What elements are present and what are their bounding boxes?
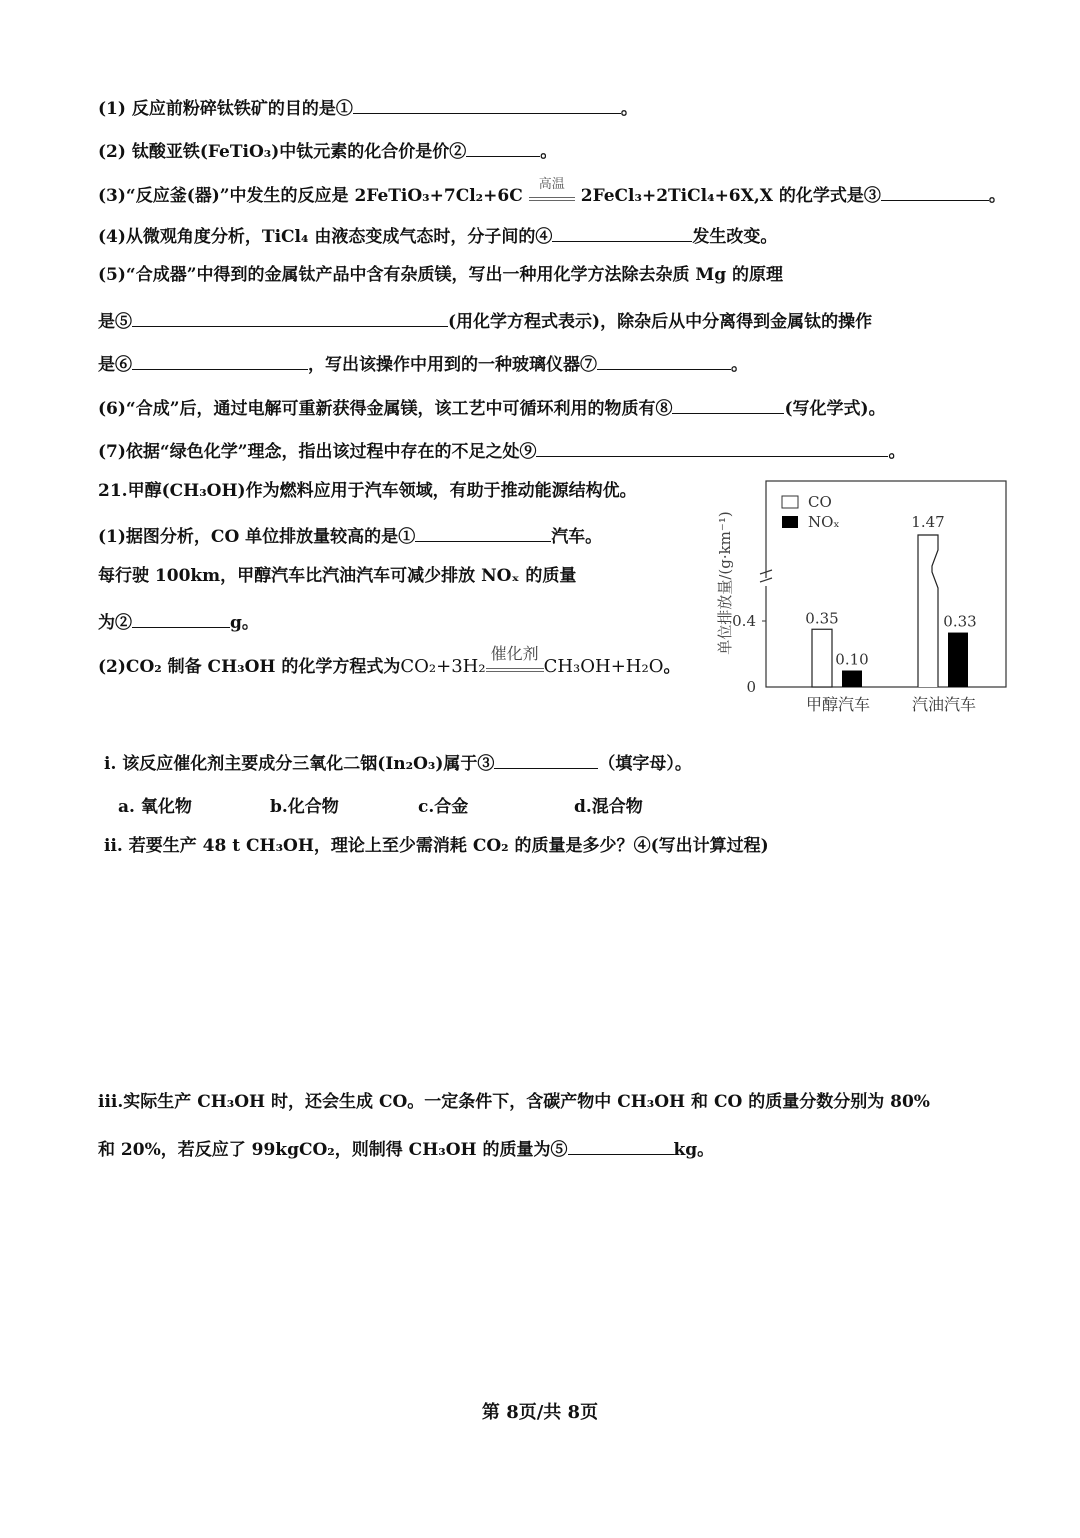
q5-line2-pre: 是 (98, 312, 115, 332)
q5-mark6: ⑥ (115, 355, 132, 375)
q4-mark: ④ (535, 227, 553, 247)
q5-line1 (98, 263, 783, 287)
q21-i-end: （填字母）。 (598, 754, 692, 774)
data-label-co-gasoline: 1.47 (911, 513, 945, 531)
q21-p1b-line: 每行驶 100km，甲醇汽车比汽油汽车可减少排放 NOₓ 的质量 (98, 566, 577, 586)
option-b: b.化合物 (270, 797, 339, 817)
q21-i-answer-blank[interactable] (494, 748, 598, 769)
q1-text: (1) 反应前粉碎钛铁矿的目的是 (98, 99, 336, 119)
q5-line2 (98, 306, 872, 334)
q21-ii-line (104, 834, 769, 858)
q4-text: (4)从微观角度分析，TiCl₄ 由液态变成气态时，分子间的 (98, 227, 536, 247)
q7-end: 。 (888, 442, 906, 462)
bar-co-gasoline (918, 535, 938, 687)
bar-co-methanol (812, 629, 832, 687)
q21-p2-line (98, 644, 681, 679)
option-a: a. 氧化物 (118, 797, 192, 817)
q5-line1-text: (5)“合成器”中得到的金属钛产品中含有杂质镁，写出一种用化学方法除去杂质 Mg 的原理 (98, 265, 784, 285)
y-axis-label: 单位排放量/(g·km⁻¹) (716, 511, 734, 655)
q6-end: (写化学式)。 (784, 399, 886, 419)
q6-mark: ⑧ (655, 399, 673, 419)
x-label-methanol: 甲醇汽车 (805, 695, 871, 714)
q1-end: 。 (620, 99, 638, 119)
q3-pre: (3)“反应釜(器)”中发生的反应是 2FeTiO₃+7Cl₂+6C (98, 186, 523, 206)
emission-bar-chart (700, 478, 1010, 718)
q21-p2-end: 。 (663, 657, 681, 677)
q4-answer-blank[interactable] (552, 221, 692, 242)
q21-p2-condition-label: 催化剂 (490, 644, 539, 663)
q3-mark: ③ (863, 186, 881, 206)
q21-p1-end: 汽车。 (551, 527, 603, 547)
q2-end: 。 (540, 142, 558, 162)
page-footer: 第 8页/共 8页 (481, 1402, 599, 1423)
q7-mark: ⑨ (519, 442, 537, 462)
q5-mark5: ⑤ (115, 312, 132, 332)
q7-answer-blank[interactable] (536, 436, 888, 457)
q4-line (98, 221, 777, 249)
q3-condition-label: 高温 (538, 177, 565, 192)
q21-iii-line1: ⅲ.实际生产 CH₃OH 时，还会生成 CO。一定条件下，含碳产物中 CH₃OH 和 CO 的质量分数分别为 80% (98, 1092, 930, 1112)
q5-line3 (98, 349, 748, 377)
data-label-co-methanol: 0.35 (805, 609, 839, 628)
q5-line3-mid: ，写出该操作中用到的一种玻璃仪器 (308, 355, 580, 375)
q21-iii-end: kg。 (673, 1140, 715, 1160)
q21-p2-condition (486, 644, 544, 672)
bar-nox-gasoline (948, 633, 968, 687)
q21-iii-mark: ⑤ (550, 1140, 568, 1160)
q21-i-line (104, 748, 692, 776)
q5-operation-blank[interactable] (132, 349, 308, 370)
ytick-label-0: 0 (746, 678, 756, 696)
q1-answer-blank[interactable] (353, 93, 621, 114)
q21-p2-eq-right: CH₃OH+H₂O (543, 656, 664, 677)
q21-p1c-answer-blank[interactable] (132, 607, 230, 628)
q4-end: 发生改变。 (692, 227, 778, 247)
q3-equals-sign (529, 197, 575, 201)
q21-ii-text: ⅱ. 若要生产 48 t CH₃OH，理论上至少需消耗 CO₂ 的质量是多少？ (104, 836, 634, 856)
q21-p2-pre: (2)CO₂ 制备 CH₃OH 的化学方程式为 (98, 657, 401, 677)
legend-label-co: CO (808, 493, 832, 511)
q2-mark: ② (449, 142, 467, 162)
q6-text: (6)“合成”后，通过电解可重新获得金属镁，该工艺中可循环利用的物质有 (98, 399, 656, 419)
q2-line (98, 136, 557, 164)
q21-p2-eq-left: CO₂+3H₂ (400, 656, 486, 677)
x-label-gasoline: 汽油汽车 (911, 695, 977, 714)
q2-answer-blank[interactable] (466, 136, 540, 157)
data-label-nox-methanol: 0.10 (835, 650, 869, 669)
q1-mark: ① (335, 99, 353, 119)
q6-answer-blank[interactable] (672, 393, 784, 414)
q3-line (98, 177, 1006, 208)
q5-line3-end: 。 (731, 355, 748, 375)
q21-title: 21.甲醇(CH₃OH)作为燃料应用于汽车领域，有助于推动能源结构优。 (98, 481, 637, 501)
plot-frame (766, 481, 1006, 687)
q3-end: 。 (988, 186, 1006, 206)
legend-swatch-co (782, 496, 798, 508)
q21-i-text: ⅰ. 该反应催化剂主要成分三氧化二铟(In₂O₃)属于 (104, 754, 478, 774)
q5-line3-pre: 是 (98, 355, 115, 375)
q21-p1c-pre: 为 (98, 613, 115, 633)
q21-p1c-end: g。 (230, 613, 259, 633)
q21-p1c-line (98, 607, 259, 635)
q21-ii-end: (写出计算过程) (650, 836, 769, 856)
ytick-label-0.4: 0.4 (732, 612, 756, 630)
q21-iii-line2 (98, 1134, 714, 1162)
option-d: d.混合物 (574, 797, 643, 817)
q21-p1c-mark: ② (115, 613, 132, 633)
legend-swatch-nox (782, 516, 798, 528)
q7-text: (7)依据“绿色化学”理念，指出该过程中存在的不足之处 (98, 442, 520, 462)
q21-p1-mark: ① (398, 527, 416, 547)
q5-equation-blank[interactable] (132, 306, 448, 327)
q7-line (98, 436, 905, 464)
q21-p1-text: (1)据图分析，CO 单位排放量较高的是 (98, 527, 399, 547)
data-label-nox-gasoline: 0.33 (943, 612, 977, 631)
q21-p1-answer-blank[interactable] (415, 521, 551, 542)
q21-iii-line2-pre: 和 20%，若反应了 99kgCO₂，则制得 CH₃OH 的质量为 (98, 1140, 551, 1160)
q21-i-mark: ③ (477, 754, 495, 774)
q21-ii-mark: ④ (633, 836, 651, 856)
q1-line (98, 93, 638, 121)
q5-mark7: ⑦ (580, 355, 597, 375)
q5-instrument-blank[interactable] (597, 349, 731, 370)
q5-line2-post: (用化学方程式表示)，除杂后从中分离得到金属钛的操作 (448, 312, 873, 332)
q2-text: (2) 钛酸亚铁(FeTiO₃)中钛元素的化合价是价 (98, 142, 450, 162)
q6-line (98, 393, 886, 421)
q21-iii-answer-blank[interactable] (568, 1134, 674, 1155)
option-c: c.合金 (418, 797, 469, 817)
q3-reaction-condition (529, 177, 575, 201)
q21-p2-equals-sign (486, 668, 544, 672)
q3-post: 2FeCl₃+2TiCl₄+6X,X 的化学式是 (580, 186, 864, 206)
q3-answer-blank[interactable] (881, 180, 989, 201)
bar-nox-methanol (842, 671, 862, 688)
legend-label-nox: NOₓ (808, 513, 840, 531)
q21-p1-line (98, 521, 602, 549)
